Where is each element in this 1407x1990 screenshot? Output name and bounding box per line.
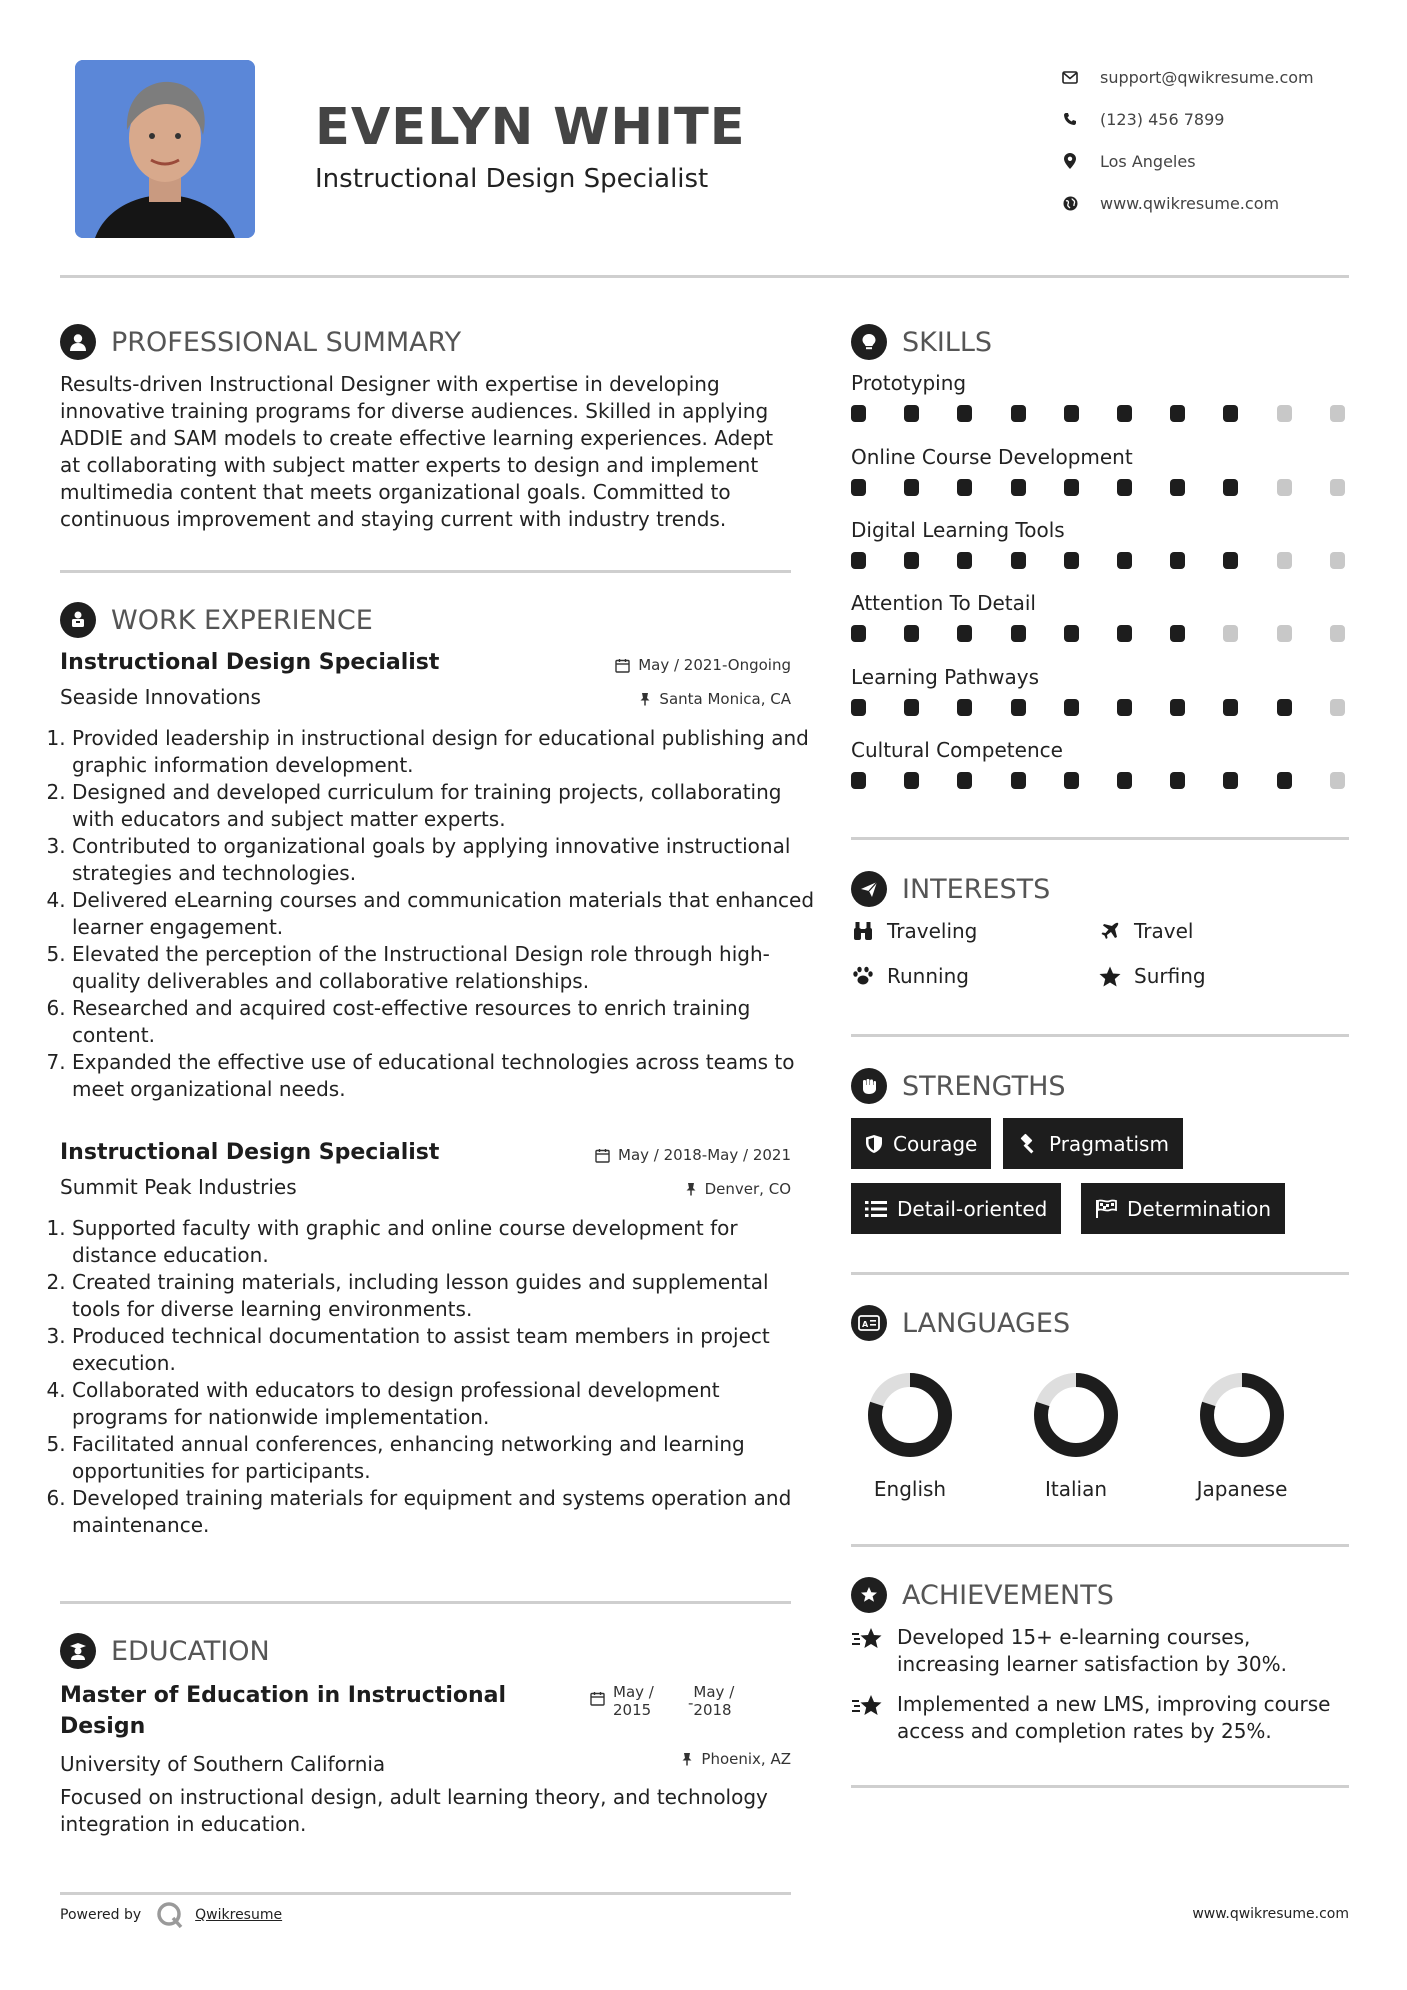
skill-dot-filled [904, 699, 919, 716]
contact-website-text: www.qwikresume.com [1100, 193, 1280, 213]
skill-dot-filled [1170, 405, 1185, 422]
skill-name: Learning Pathways [851, 665, 1039, 689]
skill-dot-filled [1064, 405, 1079, 422]
job-bullet: 4. Delivered eLearning courses and communication materials that enhanced learner engagement. [72, 887, 817, 941]
education-dates [590, 1683, 734, 1719]
header-divider [60, 275, 1349, 278]
job-bullets [54, 725, 817, 1103]
skill-dot-filled [1117, 772, 1132, 789]
star-icon [1098, 964, 1122, 988]
interests-title: INTERESTS [902, 873, 1051, 905]
contact-phone[interactable] [1062, 98, 1314, 140]
skill-dot-filled [1117, 625, 1132, 642]
star-badge-icon [851, 1624, 885, 1678]
skill-rating [851, 625, 1349, 645]
skill-dot-filled [1064, 479, 1079, 496]
job-bullet: 1. Supported faculty with graphic and online course development for distance education. [72, 1215, 817, 1269]
job-bullet: 4. Collaborated with educators to design professional development programs for nationwide implementation. [72, 1377, 817, 1431]
language-ring [1194, 1367, 1290, 1463]
language-item [1182, 1367, 1302, 1501]
briefcase-user-icon [60, 602, 96, 638]
job-bullet: 7. Expanded the effective use of educational technologies across teams to meet organizational needs. [72, 1049, 817, 1103]
skill-dot-filled [851, 699, 866, 716]
job-bullets [54, 1215, 817, 1539]
skill-dot-filled [957, 625, 972, 642]
award-star-icon [851, 1577, 887, 1613]
skill-dot-filled [851, 772, 866, 789]
achievements-divider [851, 1785, 1349, 1788]
skill-dot-filled [1170, 552, 1185, 569]
skill-name: Attention To Detail [851, 591, 1036, 615]
contact-location-text: Los Angeles [1100, 151, 1196, 171]
skill-name: Online Course Development [851, 445, 1133, 469]
job-location [685, 1180, 791, 1198]
skill-dot-filled [1170, 625, 1185, 642]
education-description-line: integration in education. [60, 1812, 307, 1836]
skill-dot-filled [851, 405, 866, 422]
languages-divider [851, 1544, 1349, 1547]
interest-label: Traveling [887, 919, 978, 943]
skill-rating [851, 479, 1349, 499]
portrait-image [75, 60, 255, 238]
pushpin-icon [681, 1752, 693, 1766]
job-entry [60, 1140, 791, 1539]
skill-dot-filled [1223, 405, 1238, 422]
job-bullet: 2. Created training materials, including lesson guides and supplemental tools for diverse learning environments. [72, 1269, 817, 1323]
job-dates [595, 1146, 791, 1164]
strength-chip [851, 1118, 991, 1169]
strength-label: Determination [1127, 1196, 1272, 1221]
paper-plane-icon [851, 871, 887, 907]
contact-location [1062, 140, 1314, 182]
skill-rating [851, 699, 1349, 719]
language-ring [862, 1367, 958, 1463]
language-item [1016, 1367, 1136, 1501]
skill-dot-filled [957, 552, 972, 569]
contact-email-text: support@qwikresume.com [1100, 67, 1314, 87]
airplane-icon [1098, 919, 1122, 943]
skill-rating [851, 772, 1349, 792]
skill-item [851, 371, 1349, 425]
skill-dot-filled [957, 699, 972, 716]
strength-label: Detail-oriented [897, 1196, 1048, 1221]
skill-dot-empty [1330, 405, 1345, 422]
work-divider [60, 1601, 791, 1604]
skill-dot-empty [1277, 405, 1292, 422]
education-divider [60, 1892, 791, 1895]
footer-website[interactable]: www.qwikresume.com [1192, 1906, 1349, 1922]
star-badge-icon [851, 1691, 885, 1745]
job-location [639, 690, 791, 708]
skill-dot-filled [1170, 699, 1185, 716]
summary-line: at collaborating with subject matter experts to design and implement [60, 453, 759, 477]
school: University of Southern California [60, 1752, 386, 1776]
skills-title: SKILLS [902, 326, 993, 358]
education-title: EDUCATION [111, 1635, 270, 1667]
svg-text:A: A [862, 1320, 869, 1329]
job-dates [615, 656, 791, 674]
language-label: Italian [1044, 1477, 1108, 1501]
interest-item [1098, 964, 1206, 988]
language-icon [851, 1305, 887, 1341]
skill-dot-filled [851, 479, 866, 496]
skill-dot-filled [1117, 479, 1132, 496]
skill-dot-filled [1064, 552, 1079, 569]
degree-line: Master of Education in Instructional [60, 1683, 507, 1708]
skill-dot-filled [1011, 625, 1026, 642]
skill-dot-empty [1330, 699, 1345, 716]
skill-dot-filled [1011, 405, 1026, 422]
job-bullet: 2. Designed and developed curriculum for training projects, collaborating with educators and subject matter experts. [72, 779, 817, 833]
education-location [681, 1750, 791, 1768]
skill-dot-filled [1011, 479, 1026, 496]
powered-by-label: Powered by [60, 1907, 142, 1923]
language-label: Japanese [1196, 1477, 1288, 1501]
skill-dot-empty [1223, 625, 1238, 642]
summary-text [60, 371, 800, 533]
skill-name: Digital Learning Tools [851, 518, 1065, 542]
summary-line: continuous improvement and staying current with industry trends. [60, 507, 727, 531]
interest-label: Surfing [1134, 964, 1206, 988]
location-pin-icon [1062, 153, 1078, 169]
education-end [693, 1683, 734, 1719]
profile-photo [75, 60, 255, 238]
skill-dot-filled [1277, 772, 1292, 789]
skill-dot-filled [1064, 772, 1079, 789]
job-bullet: 6. Developed training materials for equipment and systems operation and maintenance. [72, 1485, 817, 1539]
job-title: Instructional Design Specialist [60, 650, 440, 675]
summary-heading [60, 324, 461, 360]
education-start-year: 2015 [613, 1701, 652, 1719]
date-separator: - [688, 1694, 694, 1712]
skill-name: Prototyping [851, 371, 967, 395]
education-start-month: May / [613, 1683, 654, 1701]
skill-dot-filled [957, 405, 972, 422]
achievement-line: access and completion rates by 25%. [897, 1719, 1272, 1743]
job-bullet: 5. Facilitated annual conferences, enhancing networking and learning opportunities for participants. [72, 1431, 817, 1485]
fist-icon [851, 1068, 887, 1104]
calendar-icon [615, 658, 630, 673]
summary-line: multimedia content that meets organizational goals. Committed to [60, 480, 731, 504]
strengths-title: STRENGTHS [902, 1070, 1066, 1102]
skill-dot-empty [1330, 479, 1345, 496]
job-location-text: Santa Monica, CA [659, 690, 791, 708]
candidate-title: Instructional Design Specialist [315, 164, 709, 194]
skill-dot-filled [904, 405, 919, 422]
skill-dot-filled [957, 479, 972, 496]
skill-dot-filled [1170, 479, 1185, 496]
achievement-text [897, 1624, 1357, 1678]
skill-dot-filled [957, 772, 972, 789]
job-bullet: 5. Elevated the perception of the Instructional Design role through high-quality deliverables and collaborative relationships. [72, 941, 817, 995]
candidate-name: EVELYN WHITE [315, 98, 746, 157]
contact-phone-text: (123) 456 7899 [1100, 109, 1225, 129]
skill-dot-filled [1117, 699, 1132, 716]
achievement-line: increasing learner satisfaction by 30%. [897, 1652, 1287, 1676]
skill-dot-filled [851, 625, 866, 642]
skill-dot-filled [904, 552, 919, 569]
contact-list [1062, 56, 1314, 224]
globe-icon [1062, 195, 1078, 211]
qwikresume-logo-icon [155, 1900, 185, 1930]
paw-icon [851, 964, 875, 988]
language-ring [1028, 1367, 1124, 1463]
skill-dot-filled [1223, 479, 1238, 496]
contact-website[interactable] [1062, 182, 1314, 224]
interest-item [851, 964, 969, 988]
achievement-text [897, 1691, 1357, 1745]
skill-dot-filled [1064, 625, 1079, 642]
binoculars-icon [851, 919, 875, 943]
skill-item [851, 445, 1349, 499]
list-icon [865, 1200, 887, 1218]
skill-dot-empty [1277, 625, 1292, 642]
education-end-month: May / [693, 1683, 735, 1701]
skill-item [851, 518, 1349, 572]
skill-dot-filled [1064, 699, 1079, 716]
job-dates-text: May / 2021-Ongoing [638, 656, 791, 674]
lightbulb-icon [851, 324, 887, 360]
skill-dot-filled [1117, 552, 1132, 569]
achievements-title: ACHIEVEMENTS [902, 1579, 1114, 1611]
languages-title: LANGUAGES [902, 1307, 1071, 1339]
summary-line: ADDIE and SAM models to create effective learning experiences. Adept [60, 426, 774, 450]
interests-heading [851, 871, 1050, 907]
education-location-text: Phoenix, AZ [701, 1750, 791, 1768]
achievements-heading [851, 1577, 1114, 1613]
skills-divider [851, 837, 1349, 840]
degree-line: Design [60, 1714, 146, 1739]
skill-dot-filled [1170, 772, 1185, 789]
job-company: Summit Peak Industries [60, 1175, 297, 1199]
achievement-line: Implemented a new LMS, improving course [897, 1692, 1331, 1716]
strength-chip [1003, 1118, 1183, 1169]
calendar-icon [590, 1691, 605, 1706]
education-heading [60, 1633, 270, 1669]
job-company: Seaside Innovations [60, 685, 261, 709]
phone-icon [1062, 111, 1078, 127]
job-bullet: 1. Provided leadership in instructional design for educational publishing and graphic information development. [72, 725, 817, 779]
skill-dot-filled [1223, 772, 1238, 789]
skill-dot-filled [1011, 772, 1026, 789]
strength-label: Pragmatism [1049, 1131, 1169, 1156]
skill-item [851, 738, 1349, 792]
skill-dot-filled [904, 479, 919, 496]
skill-name: Cultural Competence [851, 738, 1063, 762]
achievement-item [851, 1691, 1357, 1745]
calendar-icon [595, 1148, 610, 1163]
footer-powered-by [60, 1900, 282, 1930]
skill-item [851, 665, 1349, 719]
strengths-divider [851, 1272, 1349, 1275]
language-label: English [873, 1477, 947, 1501]
job-title: Instructional Design Specialist [60, 1140, 440, 1165]
education-description-line: Focused on instructional design, adult learning theory, and technology [60, 1785, 768, 1809]
skill-item [851, 591, 1349, 645]
shield-icon [865, 1134, 883, 1154]
skill-dot-filled [1117, 405, 1132, 422]
skill-dot-empty [1277, 479, 1292, 496]
strength-label: Courage [893, 1131, 978, 1156]
skill-dot-filled [1011, 699, 1026, 716]
skill-dot-filled [1277, 699, 1292, 716]
skill-dot-filled [1223, 699, 1238, 716]
education-start [613, 1683, 688, 1719]
job-bullet: 6. Researched and acquired cost-effective resources to enrich training content. [72, 995, 817, 1049]
skill-dot-filled [1011, 552, 1026, 569]
skills-heading [851, 324, 992, 360]
skill-rating [851, 405, 1349, 425]
job-entry [60, 650, 815, 1103]
skill-dot-filled [851, 552, 866, 569]
qwikresume-link[interactable]: Qwikresume [195, 1907, 283, 1923]
interests-divider [851, 1034, 1349, 1037]
summary-title: PROFESSIONAL SUMMARY [111, 326, 462, 358]
pushpin-icon [639, 692, 651, 706]
skill-dot-empty [1330, 552, 1345, 569]
envelope-icon [1062, 69, 1078, 85]
skill-dot-filled [904, 772, 919, 789]
interest-label: Travel [1134, 919, 1194, 943]
skill-dot-filled [904, 625, 919, 642]
strength-chip [851, 1183, 1061, 1234]
education-description [60, 1784, 791, 1838]
summary-line: innovative training programs for diverse audiences. Skilled in applying [60, 399, 769, 423]
flag-icon [1095, 1199, 1117, 1219]
user-icon [60, 324, 96, 360]
strength-chip [1081, 1183, 1285, 1234]
skill-dot-empty [1330, 625, 1345, 642]
work-heading [60, 602, 373, 638]
education-end-year: 2018 [693, 1701, 732, 1719]
contact-email[interactable] [1062, 56, 1314, 98]
gavel-icon [1017, 1133, 1039, 1155]
summary-divider [60, 570, 791, 573]
interest-item [851, 919, 977, 943]
job-dates-text: May / 2018-May / 2021 [618, 1146, 791, 1164]
job-bullet: 3. Contributed to organizational goals by applying innovative instructional strategies and technologies. [72, 833, 817, 887]
interest-item [1098, 919, 1193, 943]
interest-label: Running [887, 964, 969, 988]
achievement-item [851, 1624, 1357, 1678]
skill-dot-filled [1223, 552, 1238, 569]
job-bullet: 3. Produced technical documentation to assist team members in project execution. [72, 1323, 817, 1377]
strengths-heading [851, 1068, 1066, 1104]
job-location-text: Denver, CO [704, 1180, 791, 1198]
language-item [850, 1367, 970, 1501]
education-entry [60, 1680, 791, 1838]
skill-rating [851, 552, 1349, 572]
graduate-icon [60, 1633, 96, 1669]
languages-heading [851, 1305, 1070, 1341]
summary-line: Results-driven Instructional Designer with expertise in developing [60, 372, 720, 396]
skill-dot-empty [1277, 552, 1292, 569]
work-title: WORK EXPERIENCE [111, 604, 373, 636]
pushpin-icon [685, 1182, 697, 1196]
achievement-line: Developed 15+ e-learning courses, [897, 1625, 1251, 1649]
skill-dot-empty [1330, 772, 1345, 789]
